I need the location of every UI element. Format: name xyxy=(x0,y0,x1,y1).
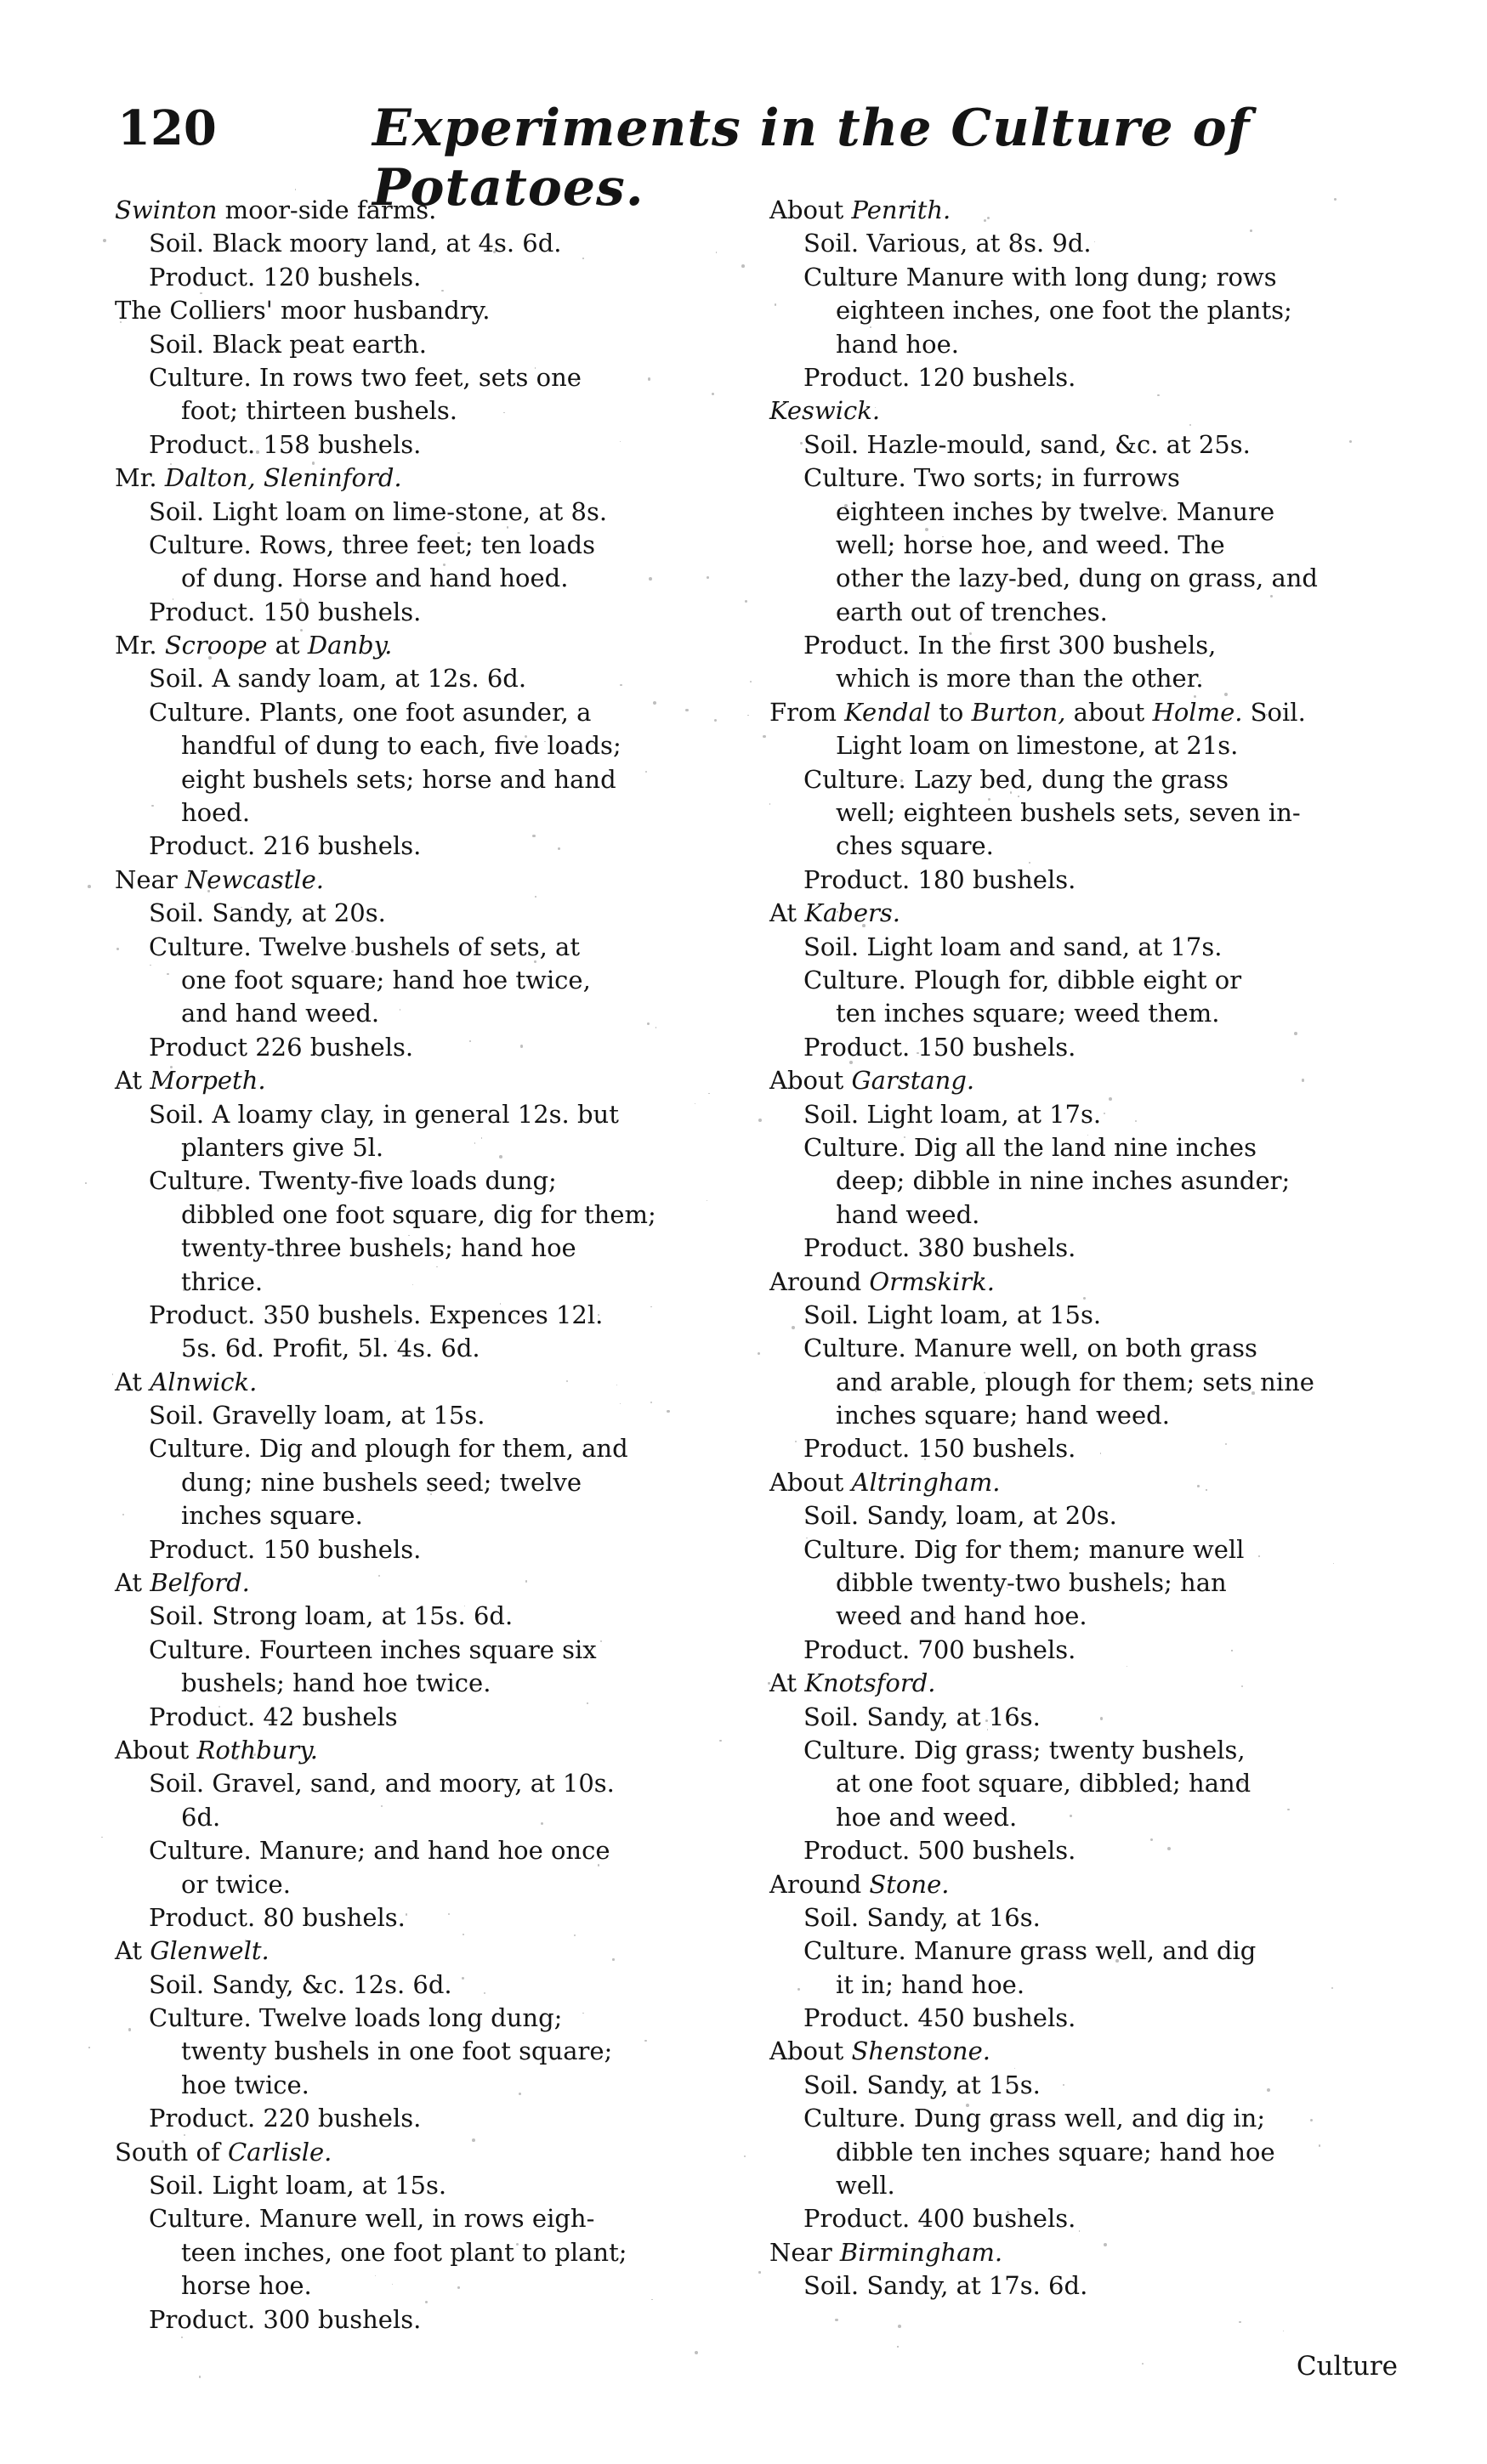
place-heading: About Rothbury. xyxy=(115,1735,318,1764)
entry-continuation-line: horse hoe. xyxy=(181,2271,312,2301)
entry-continuation-line: bushels; hand hoe twice. xyxy=(181,1668,491,1698)
print-speckle xyxy=(285,1254,287,1255)
print-speckle xyxy=(1029,862,1030,864)
entry-continuation-line: handful of dung to each, five loads; xyxy=(181,731,621,761)
entry-continuation-line: planters give 5l. xyxy=(181,1132,384,1162)
entry-field-line: Product. 150 bushels. xyxy=(803,1032,1076,1062)
entry-continuation-line: well; horse hoe, and weed. The xyxy=(836,530,1225,559)
entry-field-line: Culture. Two sorts; in furrows xyxy=(803,463,1180,493)
entry-field-line: Culture. Plants, one foot asunder, a xyxy=(149,697,592,727)
print-speckle xyxy=(1333,1563,1334,1564)
print-speckle xyxy=(750,681,752,683)
entry-field-line: Product. 350 bushels. Expences 12l. xyxy=(149,1300,604,1329)
print-speckle xyxy=(598,1314,599,1316)
right-column xyxy=(769,194,1390,2303)
print-speckle xyxy=(707,576,709,579)
print-speckle xyxy=(1251,1391,1254,1394)
entry-continuation-line: eighteen inches by twelve. Manure xyxy=(836,496,1275,526)
print-speckle xyxy=(745,600,747,603)
print-speckle xyxy=(556,1219,557,1220)
print-speckle xyxy=(1239,2321,1241,2324)
print-speckle xyxy=(920,616,922,619)
place-heading: Mr. Dalton, Sleninford. xyxy=(115,463,402,493)
entry-field-line: Culture. Plough for, dibble eight or xyxy=(803,965,1242,994)
print-speckle xyxy=(184,2134,185,2136)
print-speckle xyxy=(541,1822,543,1825)
entry-field-line: Soil. Sandy, at 16s. xyxy=(803,1902,1041,1932)
entry-continuation-line: hand weed. xyxy=(836,1199,980,1229)
entry-field-line: Culture. Manure grass well, and dig xyxy=(803,1936,1257,1966)
print-speckle xyxy=(695,2351,698,2354)
entry-continuation-line: dung; nine bushels seed; twelve xyxy=(181,1467,582,1497)
print-speckle xyxy=(712,393,714,395)
entry-continuation-line: thrice. xyxy=(181,1266,264,1296)
print-speckle xyxy=(901,1413,904,1415)
entry-continuation-line: twenty-three bushels; hand hoe xyxy=(181,1233,576,1263)
print-speckle xyxy=(256,450,258,453)
print-speckle xyxy=(849,1061,853,1064)
place-heading: About Penrith. xyxy=(769,195,951,224)
entry-continuation-line: eight bushels sets; horse and hand xyxy=(181,764,616,794)
print-speckle xyxy=(1167,1847,1171,1850)
entry-field-line: Culture. In rows two feet, sets one xyxy=(149,362,582,392)
entry-continuation-line: other the lazy-bed, dung on grass, and xyxy=(836,564,1319,593)
entry-field-line: Product. 380 bushels. xyxy=(803,1233,1076,1263)
print-speckle xyxy=(196,1079,198,1081)
print-speckle xyxy=(985,1719,988,1722)
entry-continuation-line: eighteen inches, one foot the plants; xyxy=(836,296,1292,326)
entry-field-line: Product 226 bushels. xyxy=(149,1032,414,1062)
print-speckle xyxy=(1331,1987,1333,1989)
entry-field-line: Culture. Lazy bed, dung the grass xyxy=(803,764,1229,794)
entry-field-line: Product. 500 bushels. xyxy=(803,1836,1076,1866)
print-speckle xyxy=(88,885,91,888)
print-speckle xyxy=(953,1617,955,1618)
print-speckle xyxy=(800,442,802,444)
place-heading: Around Stone. xyxy=(769,1869,950,1899)
print-speckle xyxy=(1241,1685,1243,1687)
print-speckle xyxy=(582,258,584,259)
running-title: Experiments in the Culture of Potatoes. xyxy=(372,99,1251,218)
print-speckle xyxy=(843,282,846,285)
place-heading: At Belford. xyxy=(115,1568,250,1598)
entry-field-line: Product. 150 bushels. xyxy=(149,1534,422,1564)
entry-field-line: Soil. A loamy clay, in general 12s. but xyxy=(149,1099,619,1129)
place-heading: South of Carlisle. xyxy=(115,2137,332,2167)
entry-continuation-line: deep; dibble in nine inches asunder; xyxy=(836,1166,1291,1196)
entry-field-line: Product. In the first 300 bushels, xyxy=(803,631,1217,660)
print-speckle xyxy=(457,2286,459,2288)
place-heading: About Altringham. xyxy=(769,1467,1001,1497)
print-speckle xyxy=(768,1682,769,1684)
print-speckle xyxy=(667,1410,669,1413)
entry-field-line: Product. 42 bushels xyxy=(149,1702,398,1731)
place-heading: At Morpeth. xyxy=(115,1066,266,1096)
print-speckle xyxy=(408,1235,409,1236)
print-speckle xyxy=(128,2028,132,2031)
print-speckle xyxy=(354,483,355,484)
print-speckle xyxy=(897,2346,898,2347)
entry-field-line: Product. 180 bushels. xyxy=(803,864,1076,894)
entry-continuation-line: it in; hand hoe. xyxy=(836,1969,1025,1999)
print-speckle xyxy=(1063,2084,1064,2086)
print-speckle xyxy=(167,973,168,975)
entry-continuation-line: inches square. xyxy=(181,1501,363,1531)
print-speckle xyxy=(462,1977,464,1980)
print-speckle xyxy=(1250,229,1252,232)
print-speckle xyxy=(792,1326,795,1329)
print-speckle xyxy=(375,2275,376,2276)
entry-continuation-line: weed and hand hoe. xyxy=(836,1601,1087,1631)
print-speckle xyxy=(293,1258,294,1259)
print-speckle xyxy=(101,1837,102,1838)
entry-field-line: Product. 120 bushels. xyxy=(149,262,422,292)
print-speckle xyxy=(862,924,866,927)
print-speckle xyxy=(747,715,748,716)
entry-continuation-line: twenty bushels in one foot square; xyxy=(181,2036,613,2066)
print-speckle xyxy=(969,632,972,635)
entry-field-line: Soil. Light loam, at 17s. xyxy=(803,1099,1102,1129)
print-speckle xyxy=(1264,1181,1267,1184)
place-heading: Near Newcastle. xyxy=(115,864,325,894)
print-speckle xyxy=(299,598,303,602)
entry-continuation-line: of dung. Horse and hand hoed. xyxy=(181,564,569,593)
print-speckle xyxy=(898,2325,901,2328)
entry-field-line: Product. 220 bushels. xyxy=(149,2104,422,2133)
print-speckle xyxy=(1287,1809,1289,1810)
entry-field-line: Soil. Gravelly loam, at 15s. xyxy=(149,1401,485,1430)
print-speckle xyxy=(587,1702,588,1704)
print-speckle xyxy=(295,189,296,190)
print-speckle xyxy=(544,741,545,742)
print-speckle xyxy=(1266,714,1267,715)
print-speckle xyxy=(1319,2144,1320,2146)
print-speckle xyxy=(1100,1717,1103,1719)
entry-field-line: Product. 216 bushels. xyxy=(149,831,422,861)
print-speckle xyxy=(463,1934,464,1935)
entry-field-line: Culture. Twelve bushels of sets, at xyxy=(149,932,580,961)
entry-field-line: Soil. Hazle-mould, sand, &c. at 25s. xyxy=(803,429,1251,459)
print-speckle xyxy=(85,1182,87,1184)
entry-field-line: Soil. Sandy, &c. 12s. 6d. xyxy=(149,1969,452,1999)
print-speckle xyxy=(1010,791,1012,793)
print-speckle xyxy=(984,1372,985,1374)
print-speckle xyxy=(844,504,848,507)
place-heading: At Alnwick. xyxy=(115,1367,258,1396)
print-speckle xyxy=(275,1240,276,1242)
print-speckle xyxy=(984,219,986,222)
entry-field-line: Culture. Dig all the land nine inches xyxy=(803,1132,1257,1162)
print-speckle xyxy=(987,1729,988,1730)
print-speckle xyxy=(199,2376,201,2377)
entry-field-line: Culture. Dung grass well, and dig in; xyxy=(803,2104,1266,2133)
entry-continuation-line: which is more than the other. xyxy=(836,664,1204,694)
entry-continuation-line: hoe and weed. xyxy=(836,1802,1018,1832)
print-speckle xyxy=(151,805,153,807)
entry-field-line: Culture. Fourteen inches square six xyxy=(149,1634,597,1664)
entry-continuation-line: well; eighteen bushels sets, seven in- xyxy=(836,798,1301,828)
entry-field-line: Product. 150 bushels. xyxy=(803,1434,1076,1464)
print-speckle xyxy=(835,2319,837,2321)
entry-continuation-line: at one foot square, dibbled; hand xyxy=(836,1769,1251,1798)
print-speckle xyxy=(516,2243,519,2246)
entry-continuation-line: hoe twice. xyxy=(181,2070,309,2099)
print-speckle xyxy=(895,2020,899,2024)
print-speckle xyxy=(600,1640,602,1642)
entry-field-line: Product. 700 bushels. xyxy=(803,1634,1076,1664)
entry-field-line: Culture. Manure; and hand hoe once xyxy=(149,1836,610,1866)
print-speckle xyxy=(741,264,745,268)
print-speckle xyxy=(925,528,928,531)
entry-field-line: Soil. Sandy, loam, at 20s. xyxy=(803,1501,1117,1531)
print-speckle xyxy=(345,1558,346,1559)
entry-continuation-line: ches square. xyxy=(836,831,994,861)
print-speckle xyxy=(870,326,871,328)
print-speckle xyxy=(356,788,357,789)
print-speckle xyxy=(519,2093,521,2095)
print-speckle xyxy=(181,2337,183,2338)
entry-continuation-line: dibble ten inches square; hand hoe xyxy=(836,2137,1275,2167)
print-speckle xyxy=(795,1441,797,1442)
entry-field-line: Product. 450 bushels. xyxy=(803,2003,1076,2033)
print-speckle xyxy=(532,835,535,837)
print-speckle xyxy=(258,682,261,684)
print-speckle xyxy=(1231,1650,1232,1651)
entry-field-line: Product. 80 bushels. xyxy=(149,1902,406,1932)
print-speckle xyxy=(544,1481,545,1482)
print-speckle xyxy=(1083,1297,1086,1300)
entry-field-line: Culture. Twelve loads long dung; xyxy=(149,2003,563,2033)
print-speckle xyxy=(763,735,766,739)
entry-field-line: Culture. Manure well, on both grass xyxy=(803,1334,1257,1363)
place-heading: Mr. Scroope at Danby. xyxy=(115,631,393,660)
entry-field-line: Soil. Black moory land, at 4s. 6d. xyxy=(149,229,562,258)
print-speckle xyxy=(207,890,210,892)
print-speckle xyxy=(1294,1032,1297,1035)
entry-continuation-line: and arable, plough for them; sets nine xyxy=(836,1367,1314,1396)
print-speckle xyxy=(775,303,777,306)
place-heading: The Colliers' moor husbandry. xyxy=(115,296,491,326)
print-speckle xyxy=(900,779,903,782)
entry-field-line: Culture. Dig and plough for them, and xyxy=(149,1434,628,1464)
print-speckle xyxy=(88,2047,90,2048)
print-speckle xyxy=(162,2140,164,2143)
entry-continuation-line: well. xyxy=(836,2171,895,2201)
print-speckle xyxy=(400,1009,401,1011)
entry-field-line: Product. 400 bushels. xyxy=(803,2204,1076,2234)
entry-field-line: Soil. Black peat earth. xyxy=(149,329,427,359)
entry-field-line: Soil. Sandy, at 16s. xyxy=(803,1702,1041,1731)
print-speckle xyxy=(103,239,106,242)
entry-continuation-line: dibbled one foot square, dig for them; xyxy=(181,1199,656,1229)
place-heading: At Glenwelt. xyxy=(115,1936,270,1966)
entry-field-line: Soil. Sandy, at 15s. xyxy=(803,2070,1041,2099)
print-speckle xyxy=(758,1119,762,1122)
entry-field-line: Soil. Various, at 8s. 9d. xyxy=(803,229,1092,258)
print-speckle xyxy=(486,235,489,237)
print-speckle xyxy=(1070,1815,1072,1817)
print-speckle xyxy=(245,1940,247,1941)
print-speckle xyxy=(995,2114,997,2116)
print-speckle xyxy=(335,920,337,921)
entry-field-line: Soil. Gravel, sand, and moory, at 10s. xyxy=(149,1769,615,1798)
print-speckle xyxy=(1142,2363,1144,2365)
print-speckle xyxy=(120,321,122,323)
entry-continuation-line: earth out of trenches. xyxy=(836,597,1108,626)
print-speckle xyxy=(297,515,298,517)
entry-field-line: Culture. Dig grass; twenty bushels, xyxy=(803,1735,1246,1764)
place-heading: From Kendal to Burton, about Holme. Soil. xyxy=(769,697,1306,727)
print-speckle xyxy=(1240,1781,1243,1783)
place-heading: Near Birmingham. xyxy=(769,2237,1003,2267)
print-speckle xyxy=(1194,695,1196,698)
print-speckle xyxy=(507,526,509,529)
entry-continuation-line: foot; thirteen bushels. xyxy=(181,396,457,426)
entry-continuation-line: or twice. xyxy=(181,1869,291,1899)
entry-continuation-line: hand hoe. xyxy=(836,329,959,359)
print-speckle xyxy=(1258,1555,1259,1556)
print-speckle xyxy=(612,1958,615,1961)
print-speckle xyxy=(320,1640,321,1642)
print-speckle xyxy=(758,1352,760,1355)
print-speckle xyxy=(651,2299,652,2300)
print-speckle xyxy=(410,1170,412,1173)
entry-continuation-line: and hand weed. xyxy=(181,999,380,1028)
print-speckle xyxy=(870,1141,871,1142)
print-speckle xyxy=(685,709,689,712)
entry-continuation-line: inches square; hand weed. xyxy=(836,1401,1170,1430)
print-speckle xyxy=(945,841,946,842)
entry-continuation-line: one foot square; hand hoe twice, xyxy=(181,965,591,994)
entry-field-line: Culture. Manure well, in rows eigh- xyxy=(149,2204,595,2234)
entry-continuation-line: ten inches square; weed them. xyxy=(836,999,1220,1028)
entry-continuation-line: teen inches, one foot plant to plant; xyxy=(181,2237,627,2267)
print-speckle xyxy=(1115,1959,1119,1963)
print-speckle xyxy=(1200,1790,1202,1792)
entry-field-line: Soil. A sandy loam, at 12s. 6d. xyxy=(149,664,527,694)
print-speckle xyxy=(620,441,621,442)
place-heading: Keswick. xyxy=(769,396,881,426)
print-speckle xyxy=(472,2138,475,2142)
print-speckle xyxy=(235,1757,238,1760)
entry-field-line: Culture. Rows, three feet; ten loads xyxy=(149,530,595,559)
print-speckle xyxy=(394,1340,396,1342)
print-speckle xyxy=(714,719,717,722)
print-speckle xyxy=(1197,1485,1199,1487)
print-speckle xyxy=(1062,371,1064,374)
entry-continuation-line: 6d. xyxy=(181,1802,221,1832)
entry-continuation-line: hoed. xyxy=(181,798,251,828)
entry-field-line: Product. 300 bushels. xyxy=(149,2304,422,2334)
left-column xyxy=(115,194,744,2337)
entry-continuation-line: Light loam on limestone, at 21s. xyxy=(836,731,1239,761)
entry-field-line: Soil. Light loam and sand, at 17s. xyxy=(803,932,1223,961)
entry-field-line: Product. 120 bushels. xyxy=(803,362,1076,392)
print-speckle xyxy=(647,1022,649,1024)
print-speckle xyxy=(1079,2230,1080,2231)
print-speckle xyxy=(744,2155,746,2157)
place-heading: Swinton moor-side farms. xyxy=(115,195,437,224)
entry-field-line: Culture Manure with long dung; rows xyxy=(803,262,1277,292)
entry-field-line: Product. 158 bushels. xyxy=(149,429,422,459)
print-speckle xyxy=(1189,424,1191,426)
print-speckle xyxy=(875,1391,877,1392)
print-speckle xyxy=(318,838,319,839)
print-speckle xyxy=(219,1706,220,1708)
print-speckle xyxy=(253,1753,256,1756)
entry-continuation-line: 5s. 6d. Profit, 5l. 4s. 6d. xyxy=(181,1334,480,1363)
print-speckle xyxy=(520,1045,523,1047)
catchword: Culture xyxy=(1296,2351,1398,2382)
entry-field-line: Soil. Light loam, at 15s. xyxy=(803,1300,1102,1329)
entry-field-line: Culture. Dig for them; manure well xyxy=(803,1534,1245,1564)
print-speckle xyxy=(1150,1838,1153,1841)
place-heading: About Garstang. xyxy=(769,1066,975,1096)
print-speckle xyxy=(582,2013,583,2014)
entry-field-line: Soil. Sandy, at 20s. xyxy=(149,898,386,928)
entry-field-line: Soil. Sandy, at 17s. 6d. xyxy=(803,2271,1088,2301)
entry-field-line: Soil. Light loam, at 15s. xyxy=(149,2171,447,2201)
place-heading: About Shenstone. xyxy=(769,2036,990,2066)
print-speckle xyxy=(558,847,560,850)
entry-field-line: Soil. Strong loam, at 15s. 6d. xyxy=(149,1601,514,1631)
place-heading: At Knotsford. xyxy=(769,1668,936,1698)
place-heading: Around Ormskirk. xyxy=(769,1266,995,1296)
print-speckle xyxy=(474,1142,475,1143)
page-number: 120 xyxy=(117,100,217,156)
print-speckle xyxy=(457,532,460,535)
print-speckle xyxy=(208,656,212,660)
print-speckle xyxy=(469,1040,471,1042)
print-speckle xyxy=(441,1654,444,1657)
print-speckle xyxy=(920,204,923,207)
print-speckle xyxy=(988,798,990,801)
entry-field-line: Culture. Twenty-five loads dung; xyxy=(149,1166,557,1196)
print-speckle xyxy=(1211,1782,1212,1784)
place-heading: At Kabers. xyxy=(769,898,900,928)
print-speckle xyxy=(200,292,201,294)
print-speckle xyxy=(361,509,365,513)
print-speckle xyxy=(758,2271,761,2274)
entry-field-line: Soil. Light loam on lime-stone, at 8s. xyxy=(149,496,608,526)
print-speckle xyxy=(987,217,990,219)
entry-field-line: Product. 150 bushels. xyxy=(149,597,422,626)
print-speckle xyxy=(620,684,621,686)
print-speckle xyxy=(567,2225,568,2226)
entry-continuation-line: dibble twenty-two bushels; han xyxy=(836,1568,1227,1598)
